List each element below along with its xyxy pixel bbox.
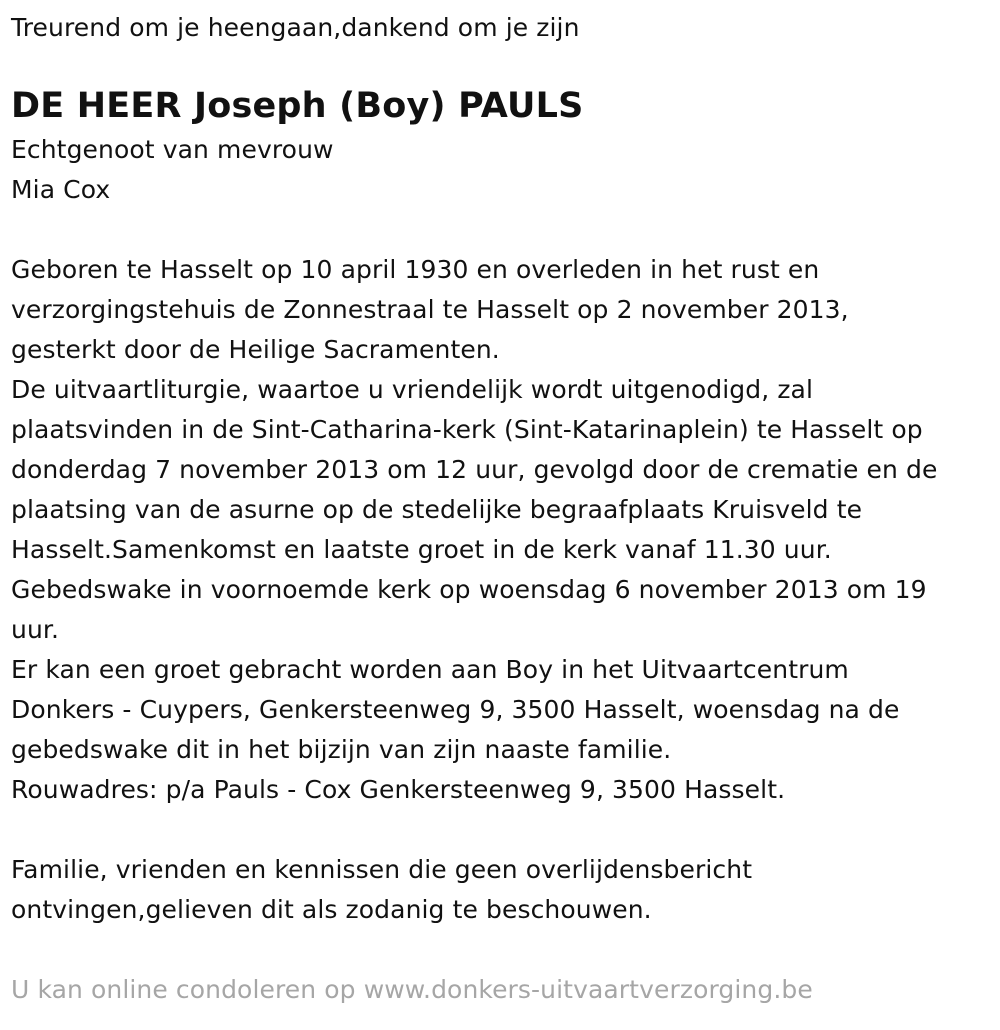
deceased-name: DE HEER Joseph (Boy) PAULS xyxy=(11,86,584,126)
section-gap xyxy=(11,210,990,250)
closing-line: ontvingen,gelieven dit als zodanig te beschouwen. xyxy=(11,895,652,924)
body-line: plaatsing van de asurne op de stedelijke begraafplaats Kruisveld te xyxy=(11,495,863,524)
section-gap xyxy=(11,810,990,850)
body-line: gesterkt door de Heilige Sacramenten. xyxy=(11,335,500,364)
body-line: verzorgingstehuis de Zonnestraal te Hasselt op 2 november 2013, xyxy=(11,295,849,324)
body-line: Hasselt.Samenkomst en laatste groet in de kerk vanaf 11.30 uur. xyxy=(11,535,832,564)
online-condolence-link[interactable]: U kan online condoleren op www.donkers-uitvaartverzorging.be xyxy=(11,975,813,1004)
body-line: Donkers - Cuypers, Genkersteenweg 9, 3500 Hasselt, woensdag na de xyxy=(11,695,900,724)
body-line: Geboren te Hasselt op 10 april 1930 en overleden in het rust en xyxy=(11,255,820,284)
body-line: Er kan een groet gebracht worden aan Boy in het Uitvaartcentrum xyxy=(11,655,849,684)
body-line: uur. xyxy=(11,615,60,644)
body-line: donderdag 7 november 2013 om 12 uur, gevolgd door de crematie en de xyxy=(11,455,938,484)
closing-line: Familie, vrienden en kennissen die geen overlijdensbericht xyxy=(11,855,753,884)
intro-line: Treurend om je heengaan,dankend om je zijn xyxy=(11,13,580,42)
body-line: gebedswake dit in het bijzijn van zijn naaste familie. xyxy=(11,735,672,764)
spouse-name: Mia Cox xyxy=(11,175,111,204)
body-line: Gebedswake in voornoemde kerk op woensdag 6 november 2013 om 19 xyxy=(11,575,927,604)
closing-note xyxy=(11,850,990,930)
body-line: Rouwadres: p/a Pauls - Cox Genkersteenweg 9, 3500 Hasselt. xyxy=(11,775,786,804)
body-line: plaatsvinden in de Sint-Catharina-kerk (Sint-Katarinaplein) te Hasselt op xyxy=(11,415,923,444)
body-line: De uitvaartliturgie, waartoe u vriendelijk wordt uitgenodigd, zal xyxy=(11,375,814,404)
notice-body xyxy=(11,250,990,810)
spouse-label: Echtgenoot van mevrouw xyxy=(11,135,334,164)
